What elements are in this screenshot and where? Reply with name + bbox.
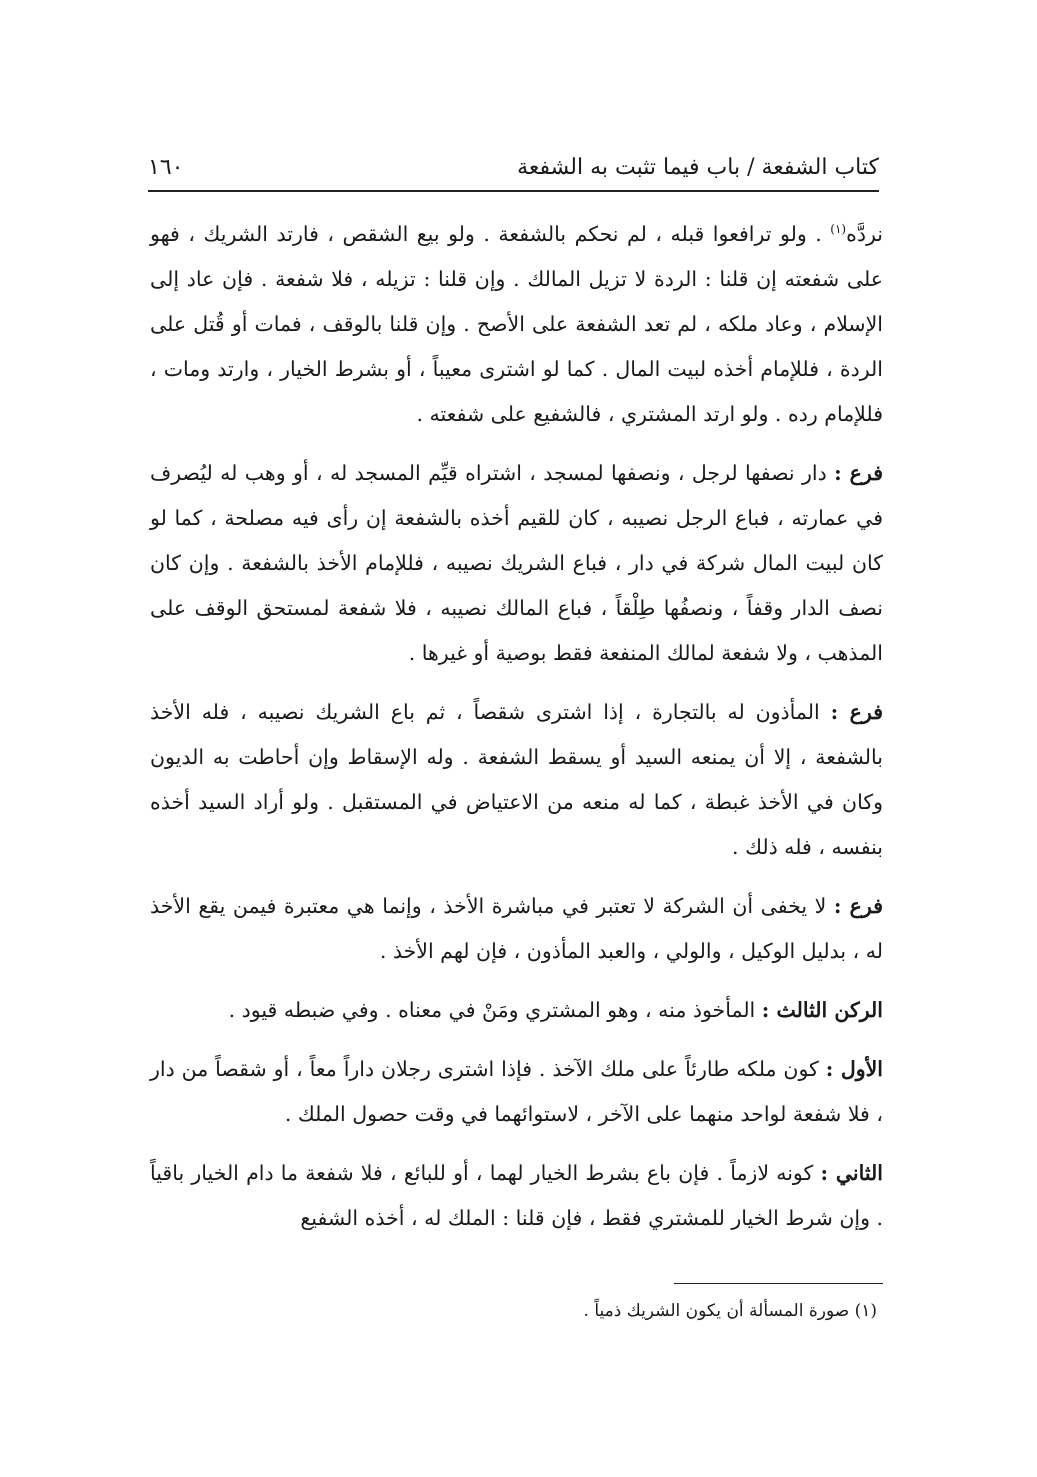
paragraph-heading: فرع : xyxy=(830,700,883,724)
footnote-text: صورة المسألة أن يكون الشريك ذمياً . xyxy=(583,1301,850,1321)
paragraph-2 xyxy=(150,451,883,676)
running-title: كتاب الشفعة / باب فيما تثبت به الشفعة xyxy=(517,155,879,180)
paragraph-7 xyxy=(150,1151,883,1241)
paragraph-text: دار نصفها لرجل ، ونصفها لمسجد ، اشتراه قيِّم المسجد له ، أو وهب له ليُصرف في عمارته ، فباع الرجل نصيبه ، كان للقيم أخذه بالشفعة إن رأى فيه مصلحة ، كما لو كان لبيت المال شركة في دار ، فباع الشريك نصيبه ، فللإمام الأخذ بالشفعة . وإن كان نصف الدار وقفاً ، ونصفُها طِلْقاً ، فباع المالك نصيبه ، فلا شفعة لمستحق الوقف على المذهب ، ولا شفعة لمالك المنفعة فقط بوصية أو غيرها . xyxy=(150,461,883,665)
paragraph-3 xyxy=(150,690,883,870)
paragraph-text: . ولو ترافعوا قبله ، لم نحكم بالشفعة . ولو بيع الشقص ، فارتد الشريك ، فهو على شفعته إن قلنا : الردة لا تزيل المالك . وإن قلنا : تزيله ، فلا شفعة . فإن عاد إلى الإسلام ، وعاد ملكه ، لم تعد الشفعة على الأصح . وإن قلنا بالوقف ، فمات أو قُتل على الردة ، فللإمام أخذه لبيت المال . كما لو اشترى معيباً ، أو بشرط الخيار ، وارتد ومات ، فللإمام رده . ولو ارتد المشتري ، فالشفيع على شفعته . xyxy=(150,222,883,426)
paragraph-heading: فرع : xyxy=(834,461,884,485)
paragraph-heading: الأول : xyxy=(825,1057,884,1081)
paragraph-text: كونه لازماً . فإن باع بشرط الخيار لهما ، أو للبائع ، فلا شفعة ما دام الخيار باقياً . وإن شرط الخيار للمشتري فقط ، فإن قلنا : الملك له ، أخذه الشفيع xyxy=(150,1161,883,1230)
footnote-marker: (١) xyxy=(854,1301,877,1321)
paragraph-heading: الثاني : xyxy=(820,1161,883,1185)
paragraph-text: المأخوذ منه ، وهو المشتري ومَنْ في معناه . وفي ضبطه قيود . xyxy=(228,998,762,1022)
paragraph-6 xyxy=(150,1047,883,1137)
paragraph-text: كون ملكه طارئاً على ملك الآخذ . فإذا اشترى رجلان داراً معاً ، أو شقصاً من دار ، فلا شفعة لواحد منهما على الآخر ، لاستوائهما في وقت حصول الملك . xyxy=(150,1057,883,1126)
paragraph-heading: الركن الثالث : xyxy=(761,998,883,1022)
paragraph-text: المأذون له بالتجارة ، إذا اشترى شقصاً ، ثم باع الشريك نصيبه ، فله الأخذ بالشفعة ، إلا أن يمنعه السيد أو يسقط الشفعة . وله الإسقاط وإن أحاطت به الديون وكان في الأخذ غبطة ، كما له منعه من الاعتياض في المستقبل . ولو أراد السيد أخذه بنفسه ، فله ذلك . xyxy=(150,700,883,859)
footnote xyxy=(584,1296,877,1326)
paragraph-5 xyxy=(150,988,883,1033)
footnote-reference: (١) xyxy=(830,222,847,237)
page-header xyxy=(148,148,879,188)
paragraph-text-start: نردَّه xyxy=(846,222,883,246)
page-number: ١٦٠ xyxy=(148,155,184,180)
footnote-divider xyxy=(674,1283,883,1284)
main-text xyxy=(150,212,883,1255)
paragraph-1 xyxy=(150,212,883,437)
paragraph-heading: فرع : xyxy=(833,894,883,918)
paragraph-4 xyxy=(150,884,883,974)
header-divider xyxy=(148,190,879,192)
paragraph-text: لا يخفى أن الشركة لا تعتبر في مباشرة الأخذ ، وإنما هي معتبرة فيمن يقع الأخذ له ، بدليل الوكيل ، والولي ، والعبد المأذون ، فإن لهم الأخذ . xyxy=(150,894,883,963)
